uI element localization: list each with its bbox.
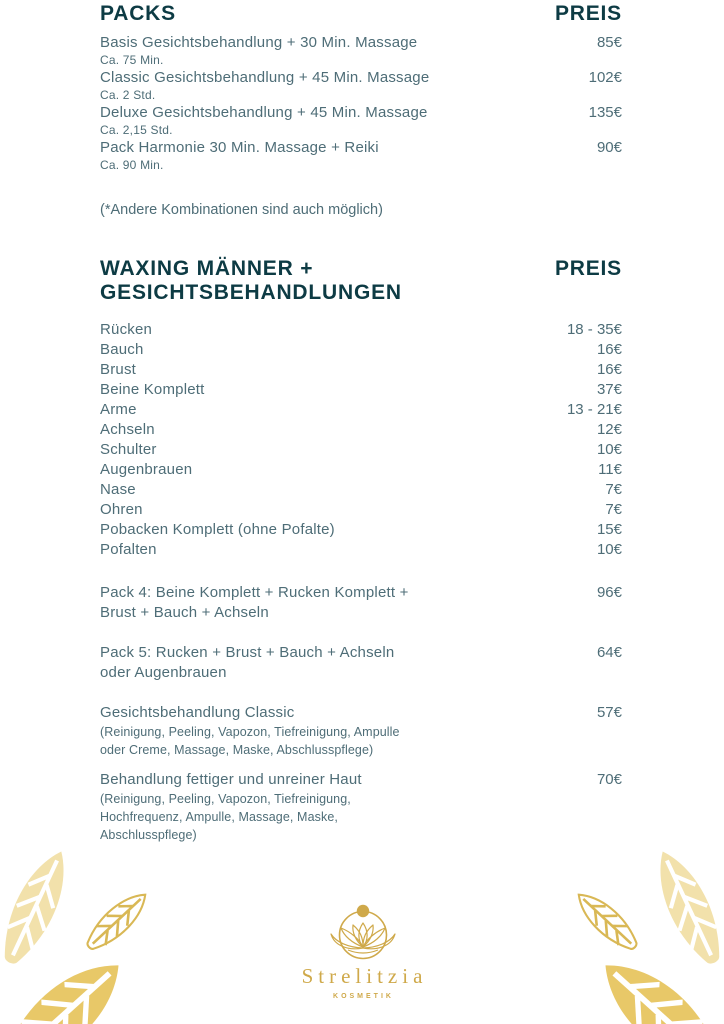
list-item xyxy=(100,380,622,400)
list-item xyxy=(100,540,622,560)
list-item xyxy=(100,500,622,520)
waxing-list xyxy=(100,320,622,560)
packs-list xyxy=(100,33,622,173)
waxing-price-header: PREIS xyxy=(554,257,622,280)
list-item xyxy=(100,480,622,500)
treatment-details xyxy=(100,723,400,759)
wax-price: 7€ xyxy=(605,481,622,498)
wax-price: 13 - 21€ xyxy=(566,401,622,418)
treatment-fettige-haut xyxy=(100,770,622,844)
combo-name xyxy=(100,583,409,623)
treatment-name: Gesichtsbehandlung Classic xyxy=(100,704,295,721)
leaf-decoration-left-icon xyxy=(0,834,210,1024)
treatment-text xyxy=(100,703,400,759)
list-item xyxy=(100,420,622,440)
pack-name: Deluxe Gesichtsbehandlung + 45 Min. Massage xyxy=(100,104,428,121)
wax-price: 16€ xyxy=(596,341,622,358)
pack-duration: Ca. 2,15 Std. xyxy=(100,123,173,137)
wax-price: 12€ xyxy=(596,421,622,438)
wax-name: Nase xyxy=(100,481,136,498)
waxing-section-header xyxy=(100,257,622,305)
treatment-text xyxy=(100,770,362,844)
combo-pack-5 xyxy=(100,643,622,683)
wax-price: 15€ xyxy=(596,521,622,538)
wax-name: Brust xyxy=(100,361,137,378)
list-item xyxy=(100,460,622,480)
combo-line: Brust + Bauch + Achseln xyxy=(100,604,269,621)
list-item xyxy=(100,320,622,340)
list-item xyxy=(100,103,622,138)
wax-price: 10€ xyxy=(596,541,622,558)
wax-name: Pofalten xyxy=(100,541,157,558)
pack-duration: Ca. 2 Std. xyxy=(100,88,156,102)
wax-price: 11€ xyxy=(598,461,622,478)
waxing-title-line1: WAXING MÄNNER + xyxy=(100,257,314,280)
treatment-detail-line: oder Creme, Massage, Maske, Abschlusspflege) xyxy=(100,743,374,757)
waxing-title-line2: GESICHTSBEHANDLUNGEN xyxy=(100,281,402,304)
treatment-detail-line: Abschlusspflege) xyxy=(100,828,197,842)
brand-name: Strelitzia xyxy=(301,964,428,988)
packs-price-header: PREIS xyxy=(554,2,622,25)
treatment-classic xyxy=(100,703,622,759)
pack-name: Classic Gesichtsbehandlung + 45 Min. Massage xyxy=(100,69,430,86)
pack-duration: Ca. 90 Min. xyxy=(100,158,164,172)
pack-name: Basis Gesichtsbehandlung + 30 Min. Massage xyxy=(100,34,418,51)
pack-price: 135€ xyxy=(588,104,622,121)
packs-title: PACKS xyxy=(100,2,176,25)
wax-name: Beine Komplett xyxy=(100,381,205,398)
treatment-detail-line: Hochfrequenz, Ampulle, Massage, Maske, xyxy=(100,810,338,824)
wax-name: Augenbrauen xyxy=(100,461,193,478)
combo-line: oder Augenbrauen xyxy=(100,664,227,681)
combo-price: 96€ xyxy=(596,584,622,601)
treatment-price: 57€ xyxy=(596,704,622,721)
treatment-name: Behandlung fettiger und unreiner Haut xyxy=(100,771,362,788)
combo-price: 64€ xyxy=(596,644,622,661)
list-item xyxy=(100,68,622,103)
pack-price: 85€ xyxy=(596,34,622,51)
wax-price: 10€ xyxy=(596,441,622,458)
combo-pack-4 xyxy=(100,583,622,623)
brand-tagline: KOSMETIK xyxy=(333,993,394,1000)
wax-price: 18 - 35€ xyxy=(566,321,622,338)
treatment-detail-line: (Reinigung, Peeling, Vapozon, Tiefreinigung, xyxy=(100,792,351,806)
pack-name: Pack Harmonie 30 Min. Massage + Reiki xyxy=(100,139,379,156)
wax-price: 7€ xyxy=(605,501,622,518)
combo-name xyxy=(100,643,394,683)
price-list-content xyxy=(100,2,622,844)
wax-name: Rücken xyxy=(100,321,153,338)
combo-line: Pack 5: Rucken + Brust + Bauch + Achseln xyxy=(100,644,395,661)
wax-price: 37€ xyxy=(596,381,622,398)
list-item xyxy=(100,520,622,540)
combo-line: Pack 4: Beine Komplett + Rucken Komplett + xyxy=(100,584,409,601)
packs-note: (*Andere Kombinationen sind auch möglich) xyxy=(100,202,383,218)
list-item xyxy=(100,33,622,68)
list-item xyxy=(100,400,622,420)
list-item xyxy=(100,138,622,173)
treatment-price: 70€ xyxy=(596,771,622,788)
wax-name: Bauch xyxy=(100,341,144,358)
wax-name: Pobacken Komplett (ohne Pofalte) xyxy=(100,521,335,538)
pack-price: 102€ xyxy=(588,69,622,86)
packs-section-header xyxy=(100,2,622,26)
leaf-decoration-right-icon xyxy=(514,834,724,1024)
pack-price: 90€ xyxy=(596,139,622,156)
wax-name: Achseln xyxy=(100,421,155,438)
wax-name: Ohren xyxy=(100,501,143,518)
list-item xyxy=(100,340,622,360)
waxing-title xyxy=(100,257,402,305)
list-item xyxy=(100,440,622,460)
wax-name: Schulter xyxy=(100,441,157,458)
wax-price: 16€ xyxy=(596,361,622,378)
wax-name: Arme xyxy=(100,401,137,418)
pack-duration: Ca. 75 Min. xyxy=(100,53,164,67)
treatment-detail-line: (Reinigung, Peeling, Vapozon, Tiefreinigung, Ampulle xyxy=(100,725,400,739)
list-item xyxy=(100,360,622,380)
